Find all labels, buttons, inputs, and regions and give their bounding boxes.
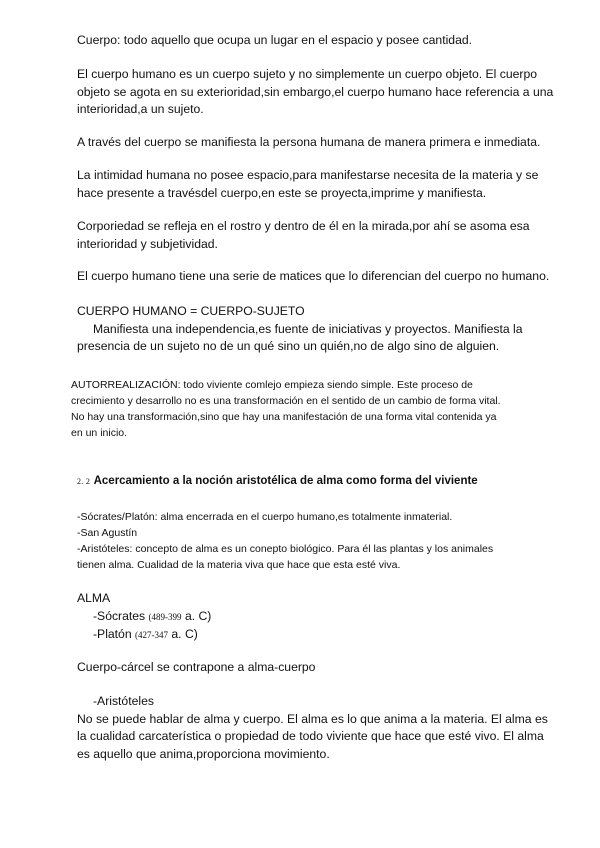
list-item: -Sócrates (489-399 a. C) [93, 608, 212, 623]
list-item: tienen alma. Cualidad de la materia viva que hace que esta esté viva. [77, 559, 401, 571]
paragraph-intimidad: La intimidad humana no posee espacio,para manifestarse necesita de la materia y se hace presente a travésdel cuerpo,en este se proyecta,imprime y manifiesta. [77, 168, 539, 200]
paragraph-matices: El cuerpo humano tiene una serie de matices que lo diferencian del cuerpo no humano. [77, 269, 550, 283]
section-title: Acercamiento a la noción aristotélica de alma como forma del viviente [93, 475, 478, 487]
paragraph-cuerpo-humano: CUERPO HUMANO = CUERPO-SUJETO Manifiesta una independencia,es fuente de iniciativas y proyectos. Manifiesta la presencia de un sujeto no de un qué sino un quién,no de algo sino de alguien. [77, 304, 523, 353]
paragraph-cuerpo-carcel: Cuerpo-cárcel se contrapone a alma-cuerpo [77, 660, 316, 674]
subheading-cuerpo-sujeto: CUERPO HUMANO = CUERPO-SUJETO [77, 304, 305, 318]
list-item: -San Agustín [77, 527, 138, 539]
paragraph-autorrealizacion: AUTORREALIZACIÓN: todo viviente comlejo empieza siendo simple. Este proceso de crecimiento y desarrollo no es una transformación en el sentido de un cambio de forma vital. No hay una transformación,sino que hay una manifestación de una forma vital contenida ya en un inicio. [71, 379, 501, 439]
list-item: -Platón (427-347 a. C) [93, 627, 198, 641]
alma-section [77, 590, 211, 645]
section-heading [77, 472, 478, 491]
list-item: -Sócrates/Platón: alma encerrada en el cuerpo humano,es totalmente inmaterial. [77, 511, 453, 523]
definition-cuerpo: Cuerpo: todo aquello que ocupa un lugar en el espacio y posee cantidad. [77, 33, 473, 47]
paragraph-manifestacion: A través del cuerpo se manifiesta la persona humana de manera primera e inmediata. [77, 135, 541, 149]
paragraph-cuerpo-sujeto: El cuerpo humano es un cuerpo sujeto y no simplemente un cuerpo objeto. El cuerpo objeto se agota en su exterioridad,sin embargo,el cuerpo humano hace referencia a una interioridad,a un sujeto. [77, 67, 554, 116]
section-number: 2. 2 [77, 477, 91, 486]
list-item: -Aristóteles: concepto de alma es un conepto biológico. Para él las plantas y los animales [77, 543, 494, 555]
paragraph-corporiedad: Corporiedad se refleja en el rostro y dentro de él en la mirada,por ahí se asoma esa interioridad y subjetividad. [77, 219, 530, 251]
paragraph-aristoteles: -Aristóteles No se puede hablar de alma y cuerpo. El alma es lo que anima a la materia. El alma es la cualidad carcaterística o propiedad de todo viviente que hace que esté vivo. El alma es aquello que anima,proporciona movimiento. [77, 694, 548, 761]
authors-list [77, 509, 493, 573]
subheading-aristoteles: -Aristóteles [93, 694, 154, 708]
alma-title: ALMA [77, 591, 111, 605]
